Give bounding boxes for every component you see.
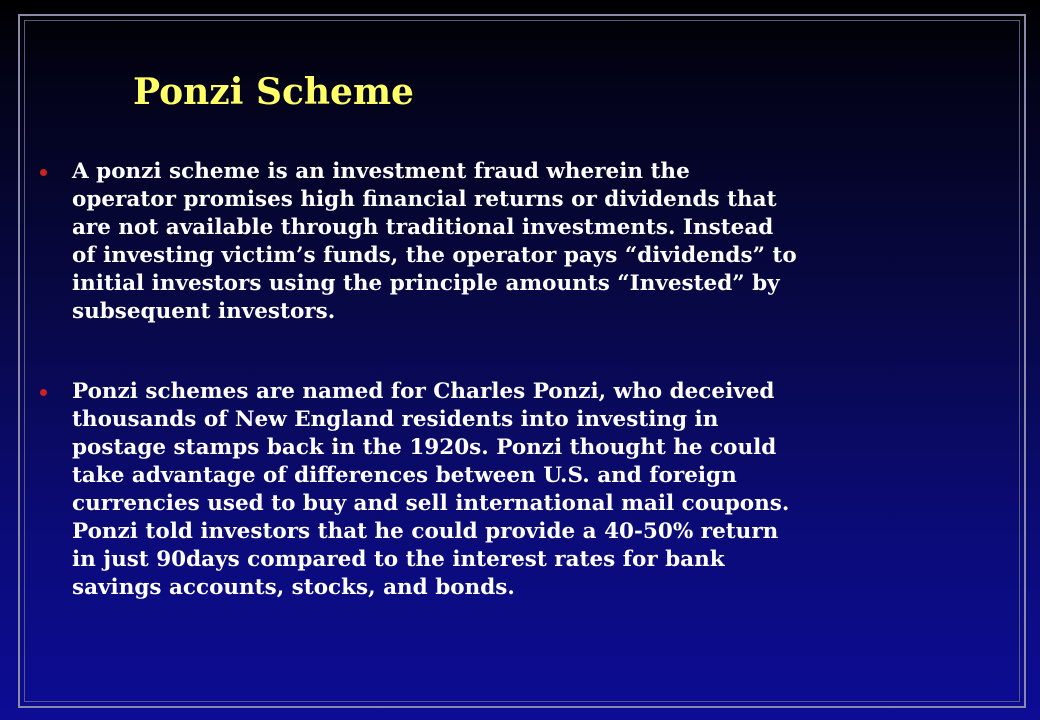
bullet-item-definition	[40, 158, 800, 326]
bullet-dot-icon	[40, 389, 47, 396]
bullet-item-history	[40, 378, 800, 602]
bullet-list	[40, 158, 800, 602]
bullet-dot-icon	[40, 169, 47, 176]
bullet-text: Ponzi schemes are named for Charles Ponzi, who deceived thousands of New England residents into investing in postage stamps back in the 1920s. Ponzi thought he could take advantage of differences between U.S. and foreign currencies used to buy and sell international mail coupons. Ponzi told investors that he could provide a 40-50% return in just 90days compared to the interest rates for bank savings accounts, stocks, and bonds.	[72, 379, 790, 600]
slide-title: Ponzi Scheme	[133, 71, 414, 113]
bullet-text: A ponzi scheme is an investment fraud wherein the operator promises high financial returns or dividends that are not available through traditional investments. Instead of investing victim’s funds, the operator pays “dividends” to initial investors using the principle amounts “Invested” by subsequent investors.	[72, 159, 797, 324]
